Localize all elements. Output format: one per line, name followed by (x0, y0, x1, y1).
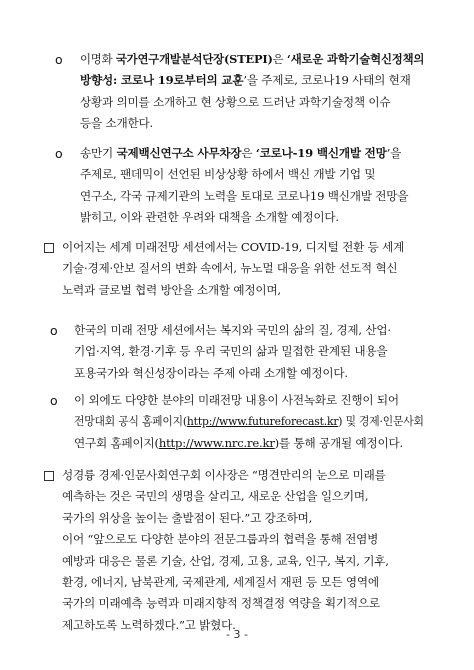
text-line: 방향성: 코로나 19로부터의 교훈’을 주제로, 코로나19 사태의 현재 (80, 73, 411, 88)
text-line: 국가의 위상을 높이는 출발점이 된다.”고 강조하며, (62, 510, 313, 525)
bullet-o: o (50, 323, 58, 338)
text-line: 송만기 국제백신연구소 사무차장은 ‘코로나-19 백신개발 전망’을 (80, 146, 402, 160)
text-line: 이어 “앞으로도 다양한 분야의 전문그룹과의 협력을 통해 전염병 (62, 532, 379, 547)
bullet-square (44, 471, 54, 481)
text-line: 연구소, 각국 규제기관의 노력을 토대로 코로나19 백신개발 전망을 (80, 188, 409, 203)
text-line: 예측하는 것은 국민의 생명을 살리고, 새로운 산업을 일으키며, (62, 489, 369, 504)
text-line: 이명화 국가연구개발분석단장(STEPI)은 ‘새로운 과학기술혁신정책의 (80, 52, 425, 66)
text-line: 이 외에도 다양한 분야의 미래전망 내용이 사전녹화로 진행이 되어 (74, 393, 399, 407)
text-line: 노력과 글로벌 협력 방안을 소개할 예정이며, (62, 282, 281, 297)
text-line: 제고하도록 노력하겠다.”고 밝혔다. (62, 617, 236, 632)
text-line: 상황과 의미를 소개하고 현 상황으로 드러난 과학기술정책 이슈 (80, 94, 391, 109)
text-line: 예방과 대응은 물론 기술, 산업, 경제, 고용, 교육, 인구, 복지, 기후, (62, 553, 389, 568)
nrc-link[interactable]: http://www.nrc.re.kr (158, 435, 275, 450)
paragraph-world-session (62, 237, 424, 301)
paragraph-chairman-quote (62, 465, 424, 636)
paragraph-stepi (80, 49, 424, 135)
page-number: - 3 - (226, 628, 248, 641)
bullet-o: o (55, 146, 63, 161)
paragraph-ivi (80, 143, 424, 229)
bullet-o: o (50, 393, 58, 408)
bullet-o: o (55, 52, 63, 67)
text-line: 성경륭 경제·인문사회연구회 이사장은 “명견만리의 눈으로 미래를 (62, 468, 386, 482)
futureforecast-link[interactable]: http://www.futureforecast.kr (186, 414, 339, 429)
text-line: 주제로, 팬데믹이 선언된 비상상황 하에서 백신 개발 기업 및 (80, 167, 376, 182)
text-line: 기업·지역, 환경·기후 등 우리 국민의 삶과 밀접한 관계된 내용을 (74, 344, 388, 359)
text-line: 국가의 미래예측 능력과 미래지향적 정책결정 역량을 획기적으로 (62, 596, 380, 611)
text-line: 전망대회 공식 홈페이지(http://www.futureforecast.kr) 및 경제·인문사회 (74, 414, 424, 429)
text-line: 기술·경제·안보 질서의 변화 속에서, 뉴노멀 대응을 위한 선도적 혁신 (62, 261, 398, 276)
text-line: 포용국가와 혁신성장이라는 주제 아래 소개할 예정이다. (74, 365, 348, 380)
text-line: 밝히고, 이와 관련한 우려와 대책을 소개할 예정이다. (80, 210, 339, 225)
paragraph-korea-session (74, 320, 424, 384)
bullet-square (44, 243, 54, 253)
text-line: 이어지는 세계 미래전망 세션에서는 COVID-19, 디지털 전환 등 세계 (62, 240, 405, 254)
paragraph-websites (74, 390, 424, 454)
text-line: 환경, 에너지, 남북관계, 국제관계, 세계질서 재편 등 모든 영역에 (62, 575, 379, 590)
text-line: 연구회 홈페이지(http://www.nrc.re.kr)를 통해 공개될 예정이다. (74, 435, 403, 450)
text-line: 한국의 미래 전망 세션에서는 복지와 국민의 삶의 질, 경제, 산업· (74, 323, 391, 337)
text-line: 등을 소개한다. (80, 116, 153, 131)
